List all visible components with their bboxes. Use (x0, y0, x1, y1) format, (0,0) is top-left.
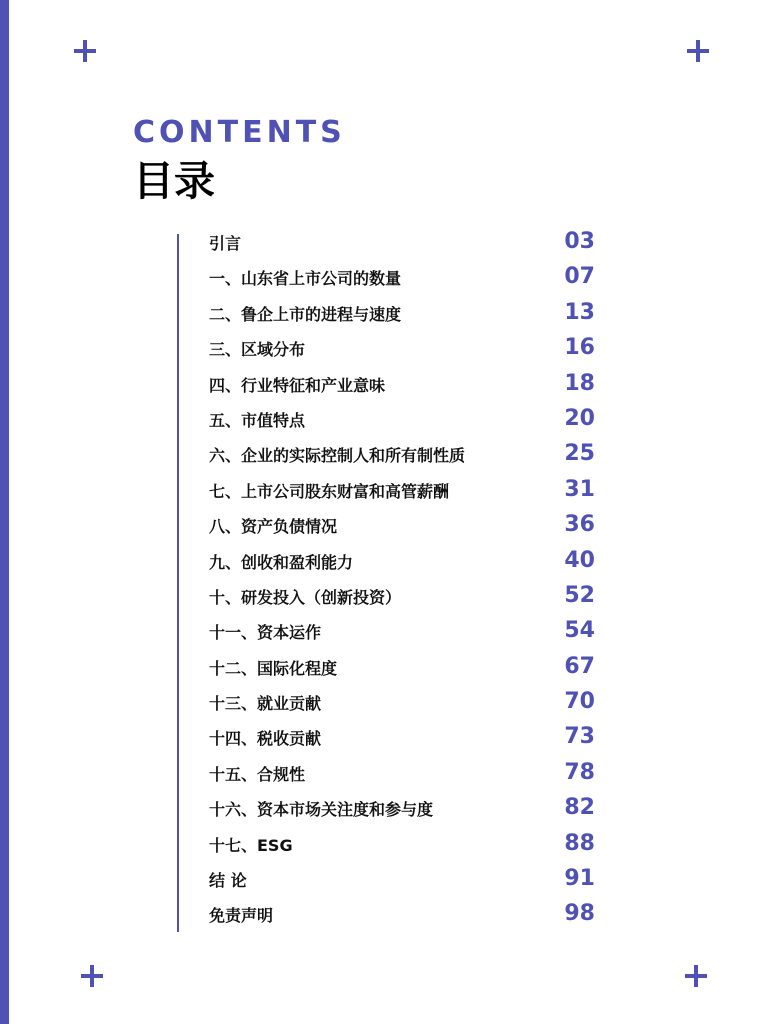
toc-entry-label: 一、山东省上市公司的数量 (209, 269, 402, 289)
toc-entry-label: 十五、合规性 (209, 764, 306, 784)
toc-vertical-rule (177, 234, 179, 932)
toc-entry[interactable] (209, 827, 599, 862)
left-accent-bar (0, 0, 9, 1024)
toc-entry[interactable] (209, 614, 599, 649)
toc-entry[interactable] (209, 685, 599, 720)
toc-entry[interactable] (209, 367, 599, 402)
toc-entry[interactable] (209, 720, 599, 755)
toc-entry-label: 八、资产负债情况 (209, 517, 338, 537)
toc-entry-page-number: 31 (564, 476, 595, 502)
toc-entry[interactable] (209, 650, 599, 685)
toc-entry[interactable] (209, 437, 599, 472)
toc-entry-page-number: 13 (564, 299, 595, 325)
toc-entry-label: 免责声明 (209, 906, 274, 926)
toc-entry-label: 十二、国际化程度 (209, 658, 338, 678)
table-of-contents (209, 225, 599, 933)
toc-entry-label: 十六、资本市场关注度和参与度 (209, 800, 434, 820)
toc-entry-page-number: 40 (564, 547, 595, 573)
toc-entry-page-number: 03 (564, 229, 595, 254)
toc-entry[interactable] (209, 897, 599, 932)
toc-entry[interactable] (209, 260, 599, 295)
toc-entry-page-number: 36 (564, 512, 595, 538)
plus-icon (74, 40, 96, 62)
toc-entry[interactable] (209, 296, 599, 331)
toc-entry[interactable] (209, 791, 599, 826)
toc-entry-page-number: 67 (564, 653, 595, 679)
plus-icon (81, 965, 103, 987)
page-title-english: CONTENTS (133, 115, 346, 150)
toc-entry[interactable] (209, 473, 599, 508)
toc-entry-page-number: 70 (564, 689, 595, 715)
toc-entry-page-number: 25 (564, 441, 595, 467)
toc-entry-label: 五、市值特点 (209, 410, 306, 430)
toc-entry[interactable] (209, 508, 599, 543)
toc-entry-label: 九、创收和盈利能力 (209, 552, 354, 572)
toc-entry-label: 十三、就业贡献 (209, 694, 322, 714)
toc-entry-label: 结 论 (209, 871, 247, 891)
toc-entry-label: 十一、资本运作 (209, 623, 322, 643)
toc-entry[interactable] (209, 756, 599, 791)
toc-entry-label: 六、企业的实际控制人和所有制性质 (209, 446, 466, 466)
plus-icon (687, 40, 709, 62)
toc-entry-label: 七、上市公司股东财富和高管薪酬 (209, 481, 450, 501)
toc-entry-page-number: 78 (564, 759, 595, 785)
toc-entry[interactable] (209, 862, 599, 897)
toc-entry-label: 十四、税收贡献 (209, 729, 322, 749)
toc-entry-label: 十七、ESG (209, 835, 293, 855)
page-title-chinese: 目录 (133, 157, 215, 205)
toc-entry-page-number: 18 (564, 370, 595, 396)
toc-entry-label: 三、区域分布 (209, 340, 306, 360)
toc-entry-page-number: 16 (564, 335, 595, 361)
toc-entry-page-number: 07 (564, 264, 595, 290)
toc-entry-page-number: 54 (564, 618, 595, 644)
toc-entry[interactable] (209, 402, 599, 437)
toc-entry-page-number: 52 (564, 582, 595, 608)
toc-entry-label: 十、研发投入（创新投资） (209, 587, 402, 607)
plus-icon (685, 965, 707, 987)
toc-entry-label: 四、行业特征和产业意味 (209, 375, 386, 395)
toc-entry[interactable] (209, 331, 599, 366)
toc-entry[interactable] (209, 225, 599, 260)
toc-entry-page-number: 82 (564, 795, 595, 821)
toc-entry-page-number: 20 (564, 405, 595, 431)
toc-entry-page-number: 88 (564, 830, 595, 856)
toc-entry-page-number: 73 (564, 724, 595, 750)
toc-entry-label: 二、鲁企上市的进程与速度 (209, 304, 402, 324)
toc-entry[interactable] (209, 544, 599, 579)
toc-entry[interactable] (209, 579, 599, 614)
toc-entry-label: 引言 (209, 234, 242, 253)
toc-entry-page-number: 91 (564, 866, 595, 892)
toc-entry-page-number: 98 (564, 901, 595, 927)
